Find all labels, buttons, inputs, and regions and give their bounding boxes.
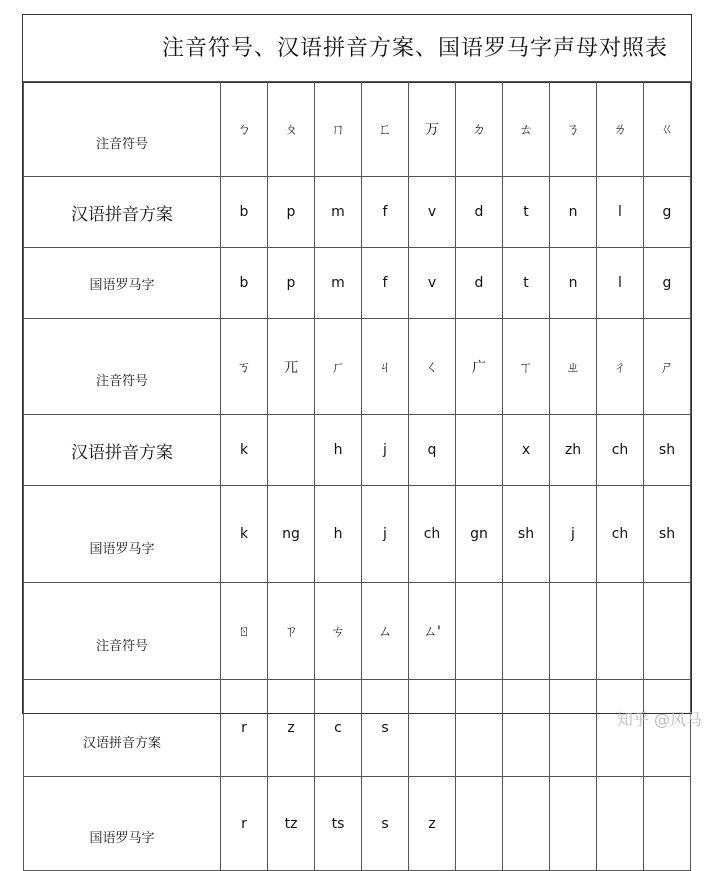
table-cell: k	[221, 415, 268, 486]
table-cell: m	[315, 177, 362, 248]
table-cell: ch	[409, 486, 456, 583]
table-cell: 兀	[268, 319, 315, 415]
table-cell: ㄕ	[644, 319, 691, 415]
table-cell: ㄒ	[503, 319, 550, 415]
title-bar	[23, 15, 690, 83]
table-cell: sh	[644, 486, 691, 583]
table-cell: b	[221, 177, 268, 248]
table-cell: t	[503, 248, 550, 319]
table-cell: ㄆ	[268, 82, 315, 177]
table-cell: p	[268, 248, 315, 319]
table-cell: j	[362, 486, 409, 583]
table-cell: ㄙ	[362, 583, 409, 680]
row-label: 注音符号	[24, 583, 221, 680]
table-cell: l	[597, 248, 644, 319]
row-label: 国语罗马字	[24, 486, 221, 583]
watermark: 知乎 @风马	[616, 710, 702, 729]
table-cell: ch	[597, 486, 644, 583]
row-label: 汉语拼音方案	[24, 415, 221, 486]
table-cell: z	[409, 777, 456, 871]
table-cell: ch	[597, 415, 644, 486]
table-cell: ㄎ	[221, 319, 268, 415]
table-cell	[456, 680, 503, 777]
table-cell: h	[315, 486, 362, 583]
table-cell: l	[597, 177, 644, 248]
row-label: 注音符号	[24, 319, 221, 415]
table-row	[24, 486, 691, 583]
table-row	[24, 319, 691, 415]
table-cell: r	[221, 680, 268, 777]
table-cell: x	[503, 415, 550, 486]
table-cell	[550, 777, 597, 871]
table-cell: c	[315, 680, 362, 777]
row-label: 汉语拼音方案	[24, 177, 221, 248]
table-cell: ㄍ	[644, 82, 691, 177]
table-cell: ㄓ	[550, 319, 597, 415]
table-cell: r	[221, 777, 268, 871]
table-cell: gn	[456, 486, 503, 583]
table-cell: ts	[315, 777, 362, 871]
table-cell: t	[503, 177, 550, 248]
table-cell: ㄖ	[221, 583, 268, 680]
table-cell	[503, 777, 550, 871]
table-cell	[409, 680, 456, 777]
table-cell	[644, 777, 691, 871]
table-cell: 广	[456, 319, 503, 415]
table-cell: g	[644, 248, 691, 319]
table-cell	[550, 583, 597, 680]
table-cell	[456, 777, 503, 871]
table-cell: n	[550, 248, 597, 319]
table-cell: sh	[644, 415, 691, 486]
table-cell: g	[644, 177, 691, 248]
table-row	[24, 248, 691, 319]
table-cell	[456, 415, 503, 486]
table-cell: k	[221, 486, 268, 583]
table-cell: ㄅ	[221, 82, 268, 177]
table-cell: ㄇ	[315, 82, 362, 177]
table-cell: ㄐ	[362, 319, 409, 415]
table-cell: ㄔ	[597, 319, 644, 415]
table-cell	[503, 583, 550, 680]
table-cell: zh	[550, 415, 597, 486]
table-cell: v	[409, 177, 456, 248]
table-cell: f	[362, 248, 409, 319]
table-cell	[597, 777, 644, 871]
table-cell: m	[315, 248, 362, 319]
table-row	[24, 82, 691, 177]
table-cell	[597, 583, 644, 680]
table-cell: ㄘ	[315, 583, 362, 680]
table-row	[24, 680, 691, 777]
row-label: 注音符号	[24, 82, 221, 177]
table-cell: s	[362, 777, 409, 871]
table-cell: j	[362, 415, 409, 486]
table-row	[24, 415, 691, 486]
table-cell: ㄌ	[597, 82, 644, 177]
table-cell: f	[362, 177, 409, 248]
table-cell: tz	[268, 777, 315, 871]
table-cell: ng	[268, 486, 315, 583]
table-cell: q	[409, 415, 456, 486]
table-cell: z	[268, 680, 315, 777]
table-cell: b	[221, 248, 268, 319]
table-cell: p	[268, 177, 315, 248]
table-cell: d	[456, 177, 503, 248]
table-cell: sh	[503, 486, 550, 583]
table-cell	[503, 680, 550, 777]
table-cell	[268, 415, 315, 486]
table-cell: ㄈ	[362, 82, 409, 177]
table-row	[24, 583, 691, 680]
table-row	[24, 177, 691, 248]
table-cell	[456, 583, 503, 680]
table-title: 注音符号、汉语拼音方案、国语罗马字声母对照表	[161, 36, 668, 61]
table-cell: ㄊ	[503, 82, 550, 177]
table-row	[24, 777, 691, 871]
table-cell	[550, 680, 597, 777]
table-cell: n	[550, 177, 597, 248]
table-cell: j	[550, 486, 597, 583]
table-cell: s	[362, 680, 409, 777]
table-cell: 万	[409, 82, 456, 177]
table-cell: v	[409, 248, 456, 319]
initials-table	[23, 81, 691, 871]
table-cell: ㄏ	[315, 319, 362, 415]
table-cell: ㄉ	[456, 82, 503, 177]
row-label: 国语罗马字	[24, 248, 221, 319]
table-cell: ㄗ	[268, 583, 315, 680]
table-cell: ㄋ	[550, 82, 597, 177]
table-cell: ㄑ	[409, 319, 456, 415]
table-cell: h	[315, 415, 362, 486]
row-label: 国语罗马字	[24, 777, 221, 871]
table-cell: d	[456, 248, 503, 319]
table-cell	[644, 583, 691, 680]
row-label: 汉语拼音方案	[24, 680, 221, 777]
table-cell: ㄙ'	[409, 583, 456, 680]
